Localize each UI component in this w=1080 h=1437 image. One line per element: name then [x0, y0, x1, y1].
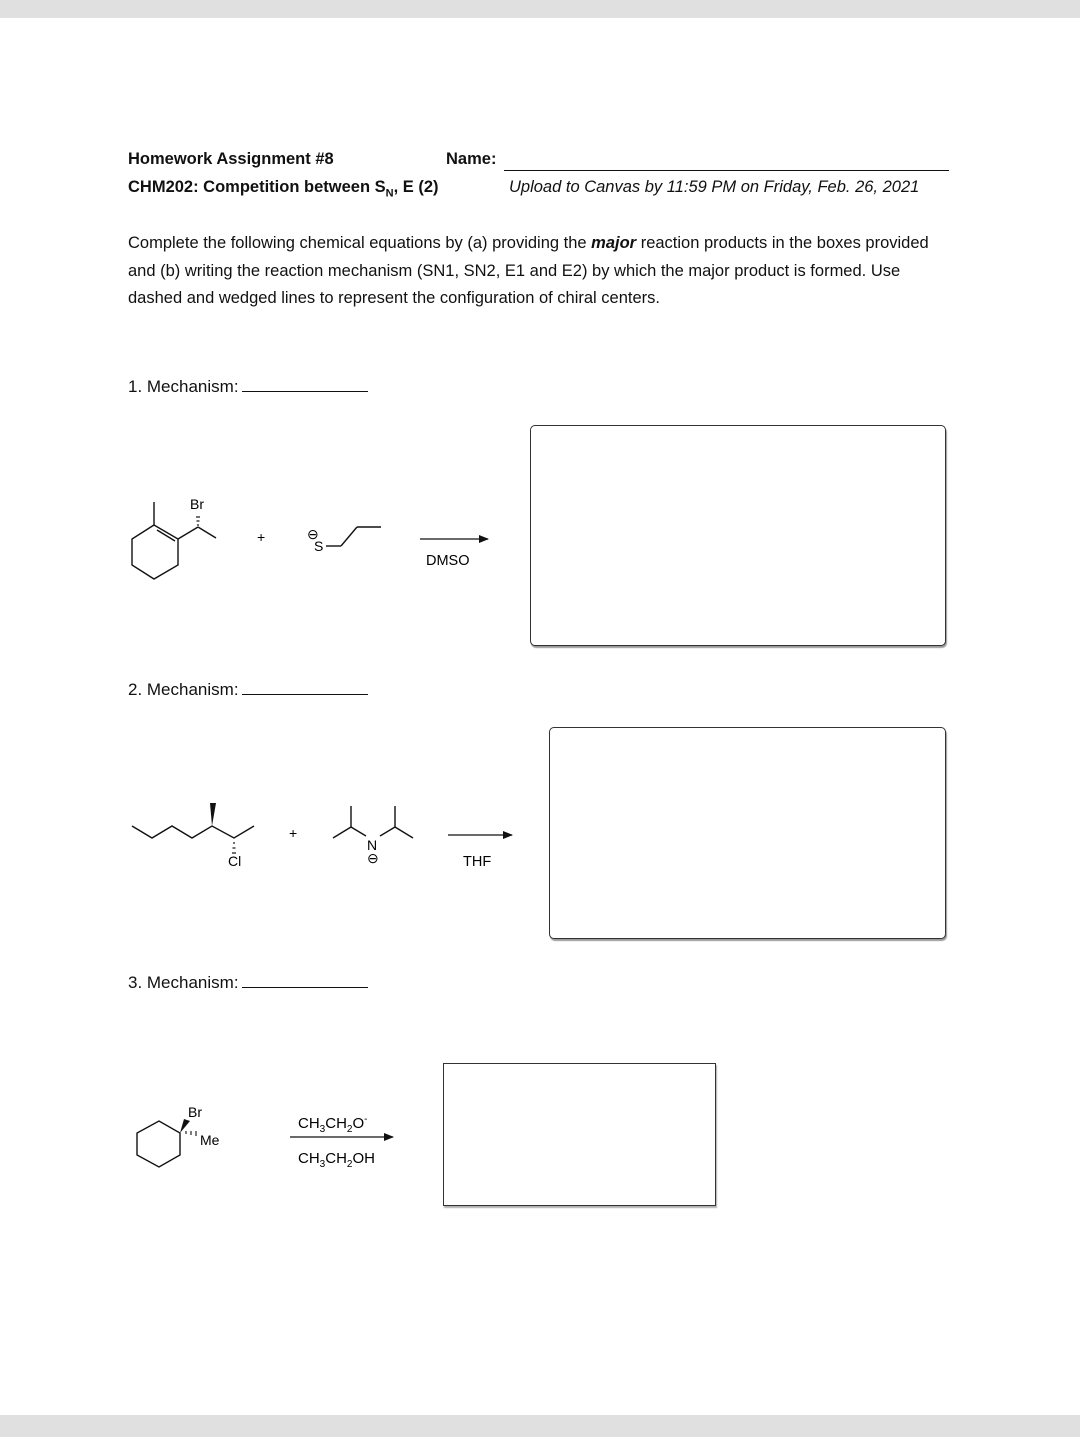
course-title: CHM202: Competition between $S_N$, E (2)	[128, 178, 439, 200]
atom-n-2: N	[367, 837, 378, 853]
bottom-margin-band	[0, 1415, 1080, 1437]
problem-2-label: 2. Mechanism:	[128, 680, 368, 700]
wedge-bond-3	[180, 1119, 190, 1133]
hashed-bond-3	[186, 1131, 196, 1136]
reagent-top-3: $CH_3CH_2O^-$	[298, 1114, 368, 1135]
charge-1: ⊖	[307, 526, 319, 542]
substrate-2-structure	[132, 826, 254, 838]
solvent-1: DMSO	[426, 553, 470, 569]
charge-2: ⊖	[367, 850, 379, 866]
substituent-me-3: Me	[200, 1132, 220, 1148]
base-2-structure	[333, 806, 413, 838]
name-label: Name:	[446, 150, 497, 168]
atom-s-1: S	[314, 538, 324, 554]
wedge-bond-2	[210, 803, 216, 826]
atom-cl-2: Cl	[228, 853, 242, 869]
problem-1-label: 1. Mechanism:	[128, 377, 368, 397]
plus-sign-2: +	[289, 825, 298, 841]
problem-3-label: 3. Mechanism:	[128, 973, 368, 993]
solvent-2: THF	[463, 854, 492, 870]
hashed-bond-1	[196, 517, 200, 525]
assignment-title: Homework Assignment #8	[128, 150, 334, 168]
substrate-1-structure	[132, 502, 216, 579]
atom-br-3: Br	[188, 1104, 202, 1120]
plus-sign-1: +	[257, 529, 266, 545]
nucleophile-1-structure	[326, 527, 381, 546]
substrate-3-structure	[137, 1121, 180, 1167]
reagent-bottom-3: $CH_3CH_2OH$	[298, 1150, 375, 1170]
hashed-bond-2	[232, 843, 236, 853]
atom-br-1: Br	[190, 496, 204, 512]
deadline: Upload to Canvas by 11:59 PM on Friday, Feb. 26, 2021	[509, 178, 920, 196]
instructions: Complete the following chemical equations by (a) providing the major reaction products in the boxes provided and (b) writing the reaction mechanism (SN1, SN2, E1 and E2) by which the major product is formed. Use dashed and wedged lines to represent the configuration of chiral centers.	[128, 234, 929, 307]
